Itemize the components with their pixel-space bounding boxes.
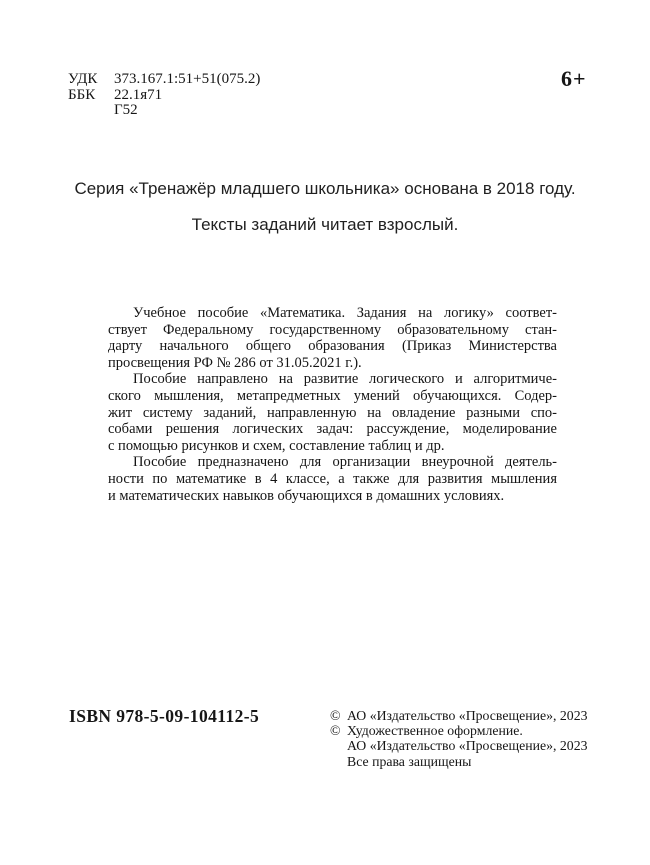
age-rating-badge: 6+	[561, 66, 587, 91]
annotation-line: просвещения РФ № 286 от 31.05.2021 г.).	[108, 354, 362, 371]
annotation-line: жит систему заданий, направленную на овладение разными спо-	[108, 404, 557, 421]
series-note: Серия «Тренажёр младшего школьника» основана в 2018 году.	[74, 179, 576, 198]
copyright-text: АО «Издательство «Просвещение», 2023	[347, 708, 588, 723]
copyright-block	[330, 708, 588, 769]
copyright-line	[330, 754, 588, 769]
annotation-line: и математических навыков обучающихся в домашних условиях.	[108, 487, 505, 504]
copyright-symbol	[330, 754, 347, 769]
annotation-paragraph	[108, 371, 557, 454]
book-code-row	[68, 103, 260, 119]
copyright-line	[330, 723, 588, 738]
annotation-line: Учебное пособие «Математика. Задания на логику» соответ-	[133, 305, 557, 321]
copyright-symbol: ©	[330, 708, 341, 723]
annotation-line: Пособие направлено на развитие логического и алгоритмиче-	[133, 371, 557, 388]
annotation-line: Пособие предназначено для организации внеурочной деятель-	[133, 454, 557, 471]
annotation-line: дарту начального общего образования (Приказ Министерства	[108, 338, 557, 355]
classification-block	[68, 72, 260, 119]
annotation-line: ствует Федеральному государственному образовательному стан-	[108, 321, 557, 338]
annotation-paragraph	[108, 305, 557, 371]
annotation-line: собами решения логических задач: рассуждение, моделирование	[108, 421, 557, 438]
annotation-line: ского мышления, метапредметных умений обучающихся. Содер-	[108, 387, 557, 404]
copyright-line	[330, 708, 588, 723]
copyright-symbol	[330, 738, 347, 753]
udk-label: УДК	[68, 71, 98, 87]
bbk-row	[68, 88, 260, 104]
isbn: ISBN 978-5-09-104112-5	[69, 706, 260, 726]
series-block	[0, 179, 650, 235]
udk-value: 373.167.1:51+51(075.2)	[114, 71, 261, 87]
udk-row	[68, 72, 260, 88]
annotation-paragraph	[108, 454, 557, 504]
book-code-value: Г52	[114, 102, 138, 119]
reader-note: Тексты заданий читает взрослый.	[191, 215, 459, 234]
book-code-spacer	[68, 103, 114, 119]
annotation-block	[108, 305, 557, 504]
bbk-value: 22.1я71	[114, 86, 163, 103]
bbk-label: ББК	[68, 86, 96, 103]
copyright-symbol: ©	[330, 723, 341, 739]
copyright-line	[330, 738, 588, 753]
annotation-line: с помощью рисунков и схем, составление таблиц и др.	[108, 437, 445, 454]
copyright-text: Все права защищены	[347, 753, 472, 769]
annotation-line: ности по математике в 4 классе, а также для развития мышления	[108, 470, 557, 487]
copyright-text: Художественное оформление.	[347, 723, 523, 739]
copyright-text: АО «Издательство «Просвещение», 2023	[347, 738, 588, 754]
